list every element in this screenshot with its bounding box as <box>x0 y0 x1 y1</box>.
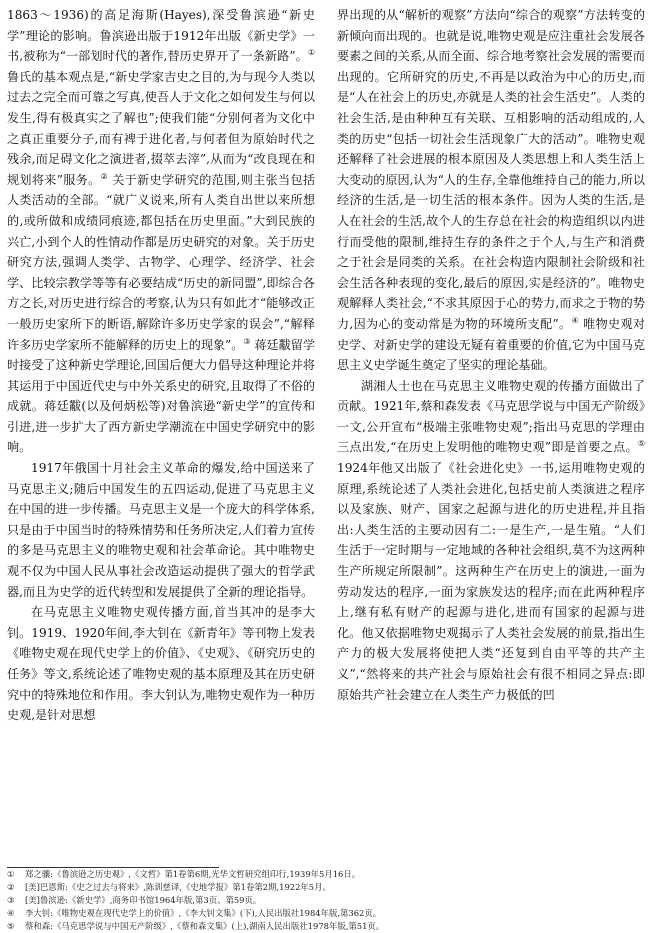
footnote-ref[interactable]: ⑤ <box>637 439 645 449</box>
footnote-text: 郑之骧:《鲁滨逊之历史观》,《文哲》第1卷第6期,光华文哲研究组印行,1939年5月16日。 <box>25 869 361 879</box>
paragraph-text: 1917年俄国十月社会主义革命的爆发,给中国送来了马克思主义;随后中国发生的五四运动,促进了马克思主义在中国的进一步传播。马克思主义是一个庞大的科学体系,只是由于中国当时的特殊情势和任务所决定,人们着力宣传的多是马克思主义的唯物史观和社会革命论。其中唯物史观不仅为中国人民从事社会改造运动提供了强大的哲学武器,而且为史学的近代转型和发展提供了全新的理论指导。 <box>7 461 315 599</box>
paragraph-continued <box>7 5 315 458</box>
paragraph-text: 1863～1936)的高足海斯(Hayes),深受鲁滨逊“新史学”理论的影响。鲁滨逊出版于1912年出版《新史学》一书,被称为“一部划时代的著作,替历史界开了一条新路”。 <box>7 8 315 64</box>
paragraph-text: 鲁氏的基本观点是,“新史学家吉史之目的,为与现今人类以过去之完全而可靠之写真,使吾人于文化之如何发生与何以发生,得有极真实之了解也”;使我们能“分别何者为文化中之真正重要分子,而有裨于进化者,与何者但为原始时代之残余,而足碍文化之演进者,掇萃去滓”,从而为“改良现在和规划将来”服务。 <box>7 69 315 187</box>
footnote <box>7 920 647 933</box>
footnote-ref[interactable]: ② <box>100 171 109 181</box>
footnote-mark: ③ <box>7 895 15 905</box>
paragraph-text: 唯物史观对史学、对新史学的建设无疑有着重要的价值,它为中国马克思主义史学诞生奠定了坚实的理论基础。 <box>337 316 646 373</box>
paragraph-text: 1924年他又出版了《社会进化史》一书,运用唯物史观的原理,系统论述了人类社会进化,包括史前人类演进之程序以及家族、财产、国家之起源与进化的历史进程,并且指出:人类生活的主要动因有二:一是生产,一是生殖。“人们生活于一定时期与一定地域的各种社会组织,莫不为这两种生产所规定所限制”。这两种生产在历史上的演进,一面为劳动发达的程序,一面为家族发达的程序;而在此两种程序上,继有私有财产的起源与进化,进而有国家的起源与进化。他又依据唯物史观揭示了人类社会发展的前景,指出生产力的极大发展将使把人类“还复到自由平等的共产主义”,“然将来的共产社会与原始社会有很不相同之异点:即原始共产社会建立在人类生产力极低的凹 <box>337 461 645 702</box>
footnote-mark: ④ <box>7 908 15 918</box>
left-column <box>7 5 315 726</box>
footnote <box>7 881 647 894</box>
paragraph-text: 界出现的从“解析的观察”方法向“综合的观察”方法转变的新倾向而出现的。也就是说,唯物史观是应注重社会发展各要素之间的关系,从而全面、综合地考察社会发展的需要而出现的。它所研究的历史,不再是以政治为中心的历史,而是“人在社会上的历史,亦就是人类的社会生活史”。人类的社会生活,是由种种互有关联、互相影响的活动组成的,人类的历史“包括一切社会生活现象广大的活动”。唯物史观还解释了社会进展的根本原因及人类思想上和人类生活上大变动的原因,认为“人的生存,全靠他维持自己的能力,所以经济的生活,是一切生活的根本条件。因为人类的生活,是人在社会的生活,故个人的生存总在社会的构造组织以内进行而受他的限制,维持生存的条件之于个人,与生产和消费之于社会是同类的关系。在社会构造内限制社会阶级和社会生活各种表现的变化,最后的原因,实是经济的”。唯物史观解释人类社会,“不求其原因于心的势力,而求之于物的势力,因为心的变动常是为物的环境所支配”。 <box>337 8 645 331</box>
paragraph <box>7 458 315 602</box>
footnote-ref[interactable]: ① <box>307 48 315 58</box>
footnote-text: [美]巴恩斯:《史之过去与将来》,陈训慈译,《史地学报》第1卷第2期,1922年5月。 <box>25 882 331 892</box>
footnote-mark: ① <box>7 869 15 879</box>
footnote-mark: ⑤ <box>7 921 15 931</box>
footnotes <box>7 868 647 933</box>
footnote <box>7 868 647 881</box>
footnote-text: 李大钊:《唯物史观在现代史学上的价值》,《李大钊文集》(下),人民出版社1984年版,第362页。 <box>25 908 382 918</box>
footnote-ref[interactable]: ③ <box>243 336 251 346</box>
paragraph-text: 湖湘人士也在马克思主义唯物史观的传播方面做出了贡献。1921年,蔡和森发表《马克思学说与中国无产阶级》一文,公开宣布“极端主张唯物史观”;指出马克思的学理由三点出发,“在历史上发明他的唯物史观”即是首要之点。 <box>337 378 645 455</box>
footnote <box>7 907 647 920</box>
paragraph <box>7 602 315 726</box>
footnote-mark: ② <box>7 882 15 892</box>
paragraph-text: 在马克思主义唯物史观传播方面,首当其冲的是李大钊。1919、1920年间,李大钊在《新青年》等刊物上发表《唯物史观在现代史学上的价值》、《史观》、《研究历史的任务》等文,系统论述了唯物史观的基本原理及其在历史研究中的特殊地位和作用。李大钊认为,唯物史观作为一种历史观,是针对思想 <box>7 605 315 723</box>
footnote-text: 蔡和森:《马克思学说与中国无产阶级》,《蔡和森文集》(上),湖南人民出版社1978年版,第51页。 <box>25 921 385 931</box>
right-column <box>337 5 645 705</box>
paragraph-continued <box>337 5 645 376</box>
paragraph-text: 关于新史学研究的范围,则主张当包括人类活动的全部。“就广义说来,所有人类自出世以来所想的,或所做和成绩同痕迹,都包括在历史里面。”大到民族的兴亡,小到个人的性情动作都是历史研究的对象。关于历史研究方法,强调人类学、古物学、心理学、经济学、社会学、比较宗教学等等有必要结成“历史的新同盟”,即综合各方之长,对历史进行综合的考察,认为只有如此才“能够改正一般历史家所下的断语,解除许多历史学家的误会”,“解释许多历史学家所不能解释的历史上的现象”。 <box>7 172 315 352</box>
footnote <box>7 894 647 907</box>
footnote-ref[interactable]: ④ <box>571 315 579 325</box>
paragraph-text: 蒋廷黻留学时接受了这种新史学理论,回国后便大力倡导这种理论并将其运用于中国近代史与中外关系史的研究,且取得了不俗的成就。蒋廷黻(以及何炳松等)对鲁滨逊“新史学”的宣传和引进,进一步扩大了西方新史学潮流在中国史学研究中的影响。 <box>7 337 315 455</box>
footnote-text: [美]鲁滨逊:《新史学》,商务印书馆1964年版,第3页、第59页。 <box>25 895 262 905</box>
paragraph <box>337 376 645 706</box>
